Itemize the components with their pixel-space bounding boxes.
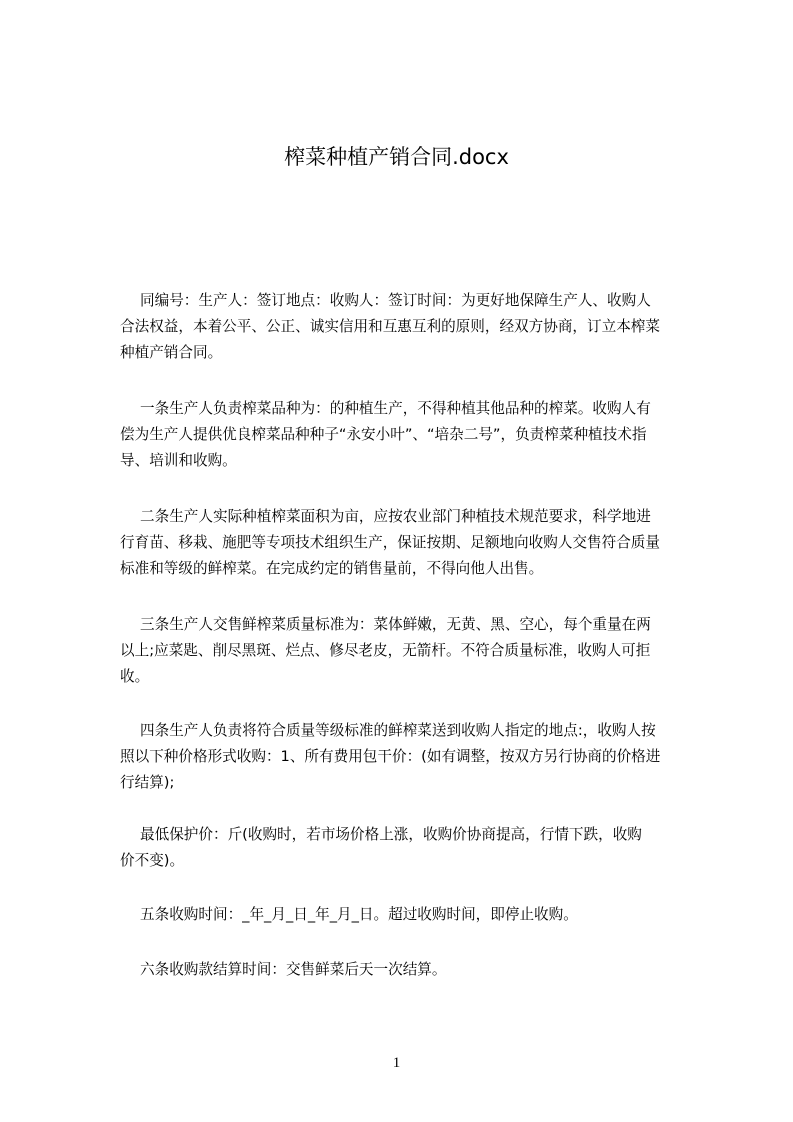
paragraph-line: 照以下种价格形式收购：1、所有费用包干价：(如有调整，按双方另行协商的价格进: [120, 748, 661, 765]
paragraph-line: 最低保护价：斤(收购时，若市场价格上涨，收购价协商提高，行情下跌，收购: [140, 826, 642, 843]
paragraph: [120, 902, 720, 928]
paragraph: [120, 504, 720, 582]
paragraph-line: 价不变)。: [120, 852, 185, 869]
paragraph-line: 三条生产人交售鲜榨菜质量标准为：菜体鲜嫩，无黄、黑、空心，每个重量在两: [140, 616, 651, 633]
paragraph-line: 合法权益，本着公平、公正、诚实信用和互惠互利的原则，经双方协商，订立本榨菜: [120, 318, 660, 335]
paragraph: [120, 957, 720, 983]
paragraph-line: 收。: [120, 668, 150, 685]
paragraph-line: 六条收购款结算时间：交售鲜菜后天一次结算。: [140, 961, 447, 978]
paragraph-line: 行结算);: [120, 774, 175, 791]
paragraph-line: 标准和等级的鲜榨菜。在完成约定的销售量前，不得向他人出售。: [120, 560, 544, 577]
paragraph: [120, 612, 720, 690]
paragraph: [120, 288, 720, 366]
paragraph-line: 种植产销合同。: [120, 344, 223, 361]
paragraph: [120, 718, 720, 796]
paragraph-line: 五条收购时间：_年_月_日_年_月_日。超过收购时间，即停止收购。: [140, 906, 578, 923]
paragraph-line: 以上;应菜匙、削尽黑斑、烂点、修尽老皮，无箭杆。不符合质量标准，收购人可拒: [120, 642, 651, 659]
paragraph-line: 二条生产人实际种植榨菜面积为亩，应按农业部门种植技术规范要求，科学地进: [140, 508, 651, 525]
document-title: 榨菜种植产销合同.docx: [284, 145, 509, 169]
paragraph-line: 行育苗、移栽、施肥等专项技术组织生产，保证按期、足额地向收购人交售符合质量: [120, 534, 660, 551]
paragraph: [120, 822, 720, 874]
paragraph-line: 四条生产人负责将符合质量等级标准的鲜榨菜送到收购人指定的地点:，收购人按: [140, 722, 656, 739]
paragraph-line: 导、培训和收购。: [120, 452, 237, 469]
paragraph: [120, 396, 720, 474]
paragraph-line: 一条生产人负责榨菜品种为：的种植生产，不得种植其他品种的榨菜。收购人有: [140, 400, 651, 417]
paragraph-line: 同编号：生产人：签订地点：收购人：签订时间：为更好地保障生产人、收购人: [140, 292, 651, 309]
paragraph-line: 偿为生产人提供优良榨菜品种种子“永安小叶”、“培杂二号”，负责榨菜种植技术指: [120, 426, 647, 443]
page-number: 1: [392, 1055, 401, 1071]
